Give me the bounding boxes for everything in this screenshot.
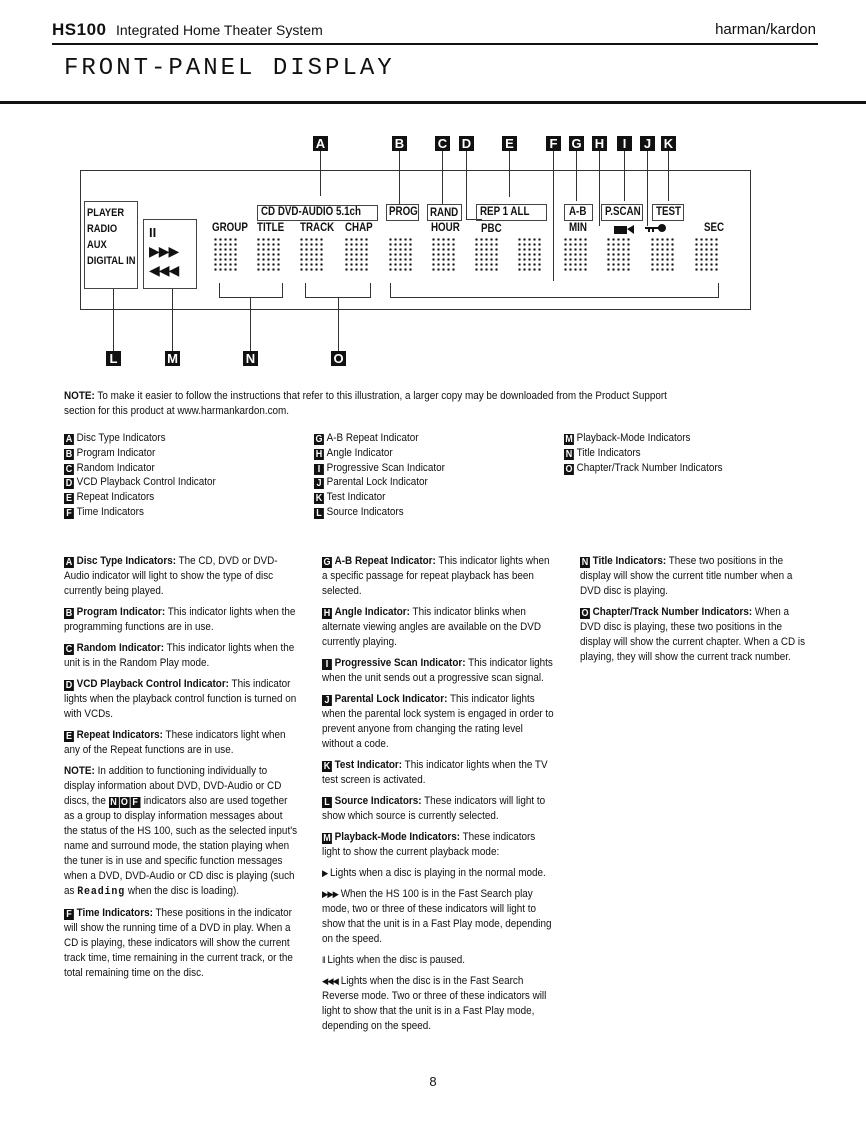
desc-title: Source Indicators: (334, 795, 422, 807)
note2-key-badge: F (130, 797, 140, 808)
desc-key: N (581, 557, 589, 568)
callout-i: I (617, 136, 632, 151)
ab-label: A-B (569, 206, 587, 218)
play-symbol: ▶▶▶ (149, 243, 179, 259)
illustration-note (64, 389, 694, 419)
desc-item (322, 830, 554, 860)
mode-symbol: ▶ (322, 868, 328, 878)
desc-title: Test Indicator: (334, 759, 403, 771)
legend-item (314, 505, 445, 520)
note2-text3: when the disc is loading). (127, 885, 240, 897)
legend-key: E (65, 493, 72, 505)
desc-item (580, 605, 810, 665)
note2-key-badges (109, 795, 141, 807)
note2-text1: In addition to functioning individually to display information about DVD, DVD-Audio or CD discs, the (64, 765, 282, 807)
callout-f: F (546, 136, 561, 151)
desc-title: Parental Lock Indicator: (334, 693, 448, 705)
page-number: 8 (429, 1074, 437, 1089)
callout-l: L (106, 351, 121, 366)
source-radio: RADIO (87, 223, 118, 235)
legend-key: H (315, 448, 323, 460)
model-name: HS100 (52, 20, 107, 39)
leader-line (172, 289, 173, 351)
desc-key: B (65, 608, 73, 619)
callout-a: A (313, 136, 328, 151)
hour-label: HOUR (431, 222, 460, 234)
desc-title: Progressive Scan Indicator: (334, 657, 466, 669)
leader-line (338, 297, 339, 351)
desc-text: This indicator lights when the unit is in the Random Play mode. (64, 642, 295, 669)
legend-item (564, 446, 723, 461)
bracket (305, 283, 306, 297)
legend-key: O (565, 463, 573, 475)
desc-title: Program Indicator: (76, 606, 166, 618)
title-rule (0, 101, 866, 104)
header-rule (52, 43, 818, 45)
legend-text: Test Indicator (326, 491, 386, 504)
title-label: TITLE (257, 222, 285, 234)
legend-text: Disc Type Indicators (76, 432, 166, 444)
legend-item (314, 461, 445, 476)
legend-key: J (314, 478, 324, 489)
min-label: MIN (569, 222, 587, 234)
note-text: To make it easier to follow the instructions that refer to this illustration, a larger copy may be downloaded from the Product Support section for this product at www.harmankardon.com. (64, 390, 667, 417)
desc-key: D (65, 680, 73, 691)
legend-item (64, 446, 216, 461)
callout-b: B (392, 136, 407, 151)
sec-label: SEC (704, 222, 725, 234)
desc-title: Repeat Indicators: (76, 729, 163, 741)
legend-text: Angle Indicator (326, 446, 393, 459)
digit-time-1 (474, 237, 500, 273)
legend-key: K (315, 493, 323, 505)
mode-text: Lights when a disc is playing in the normal mode. (330, 867, 546, 879)
desc-item (64, 677, 298, 722)
legend-text: Progressive Scan Indicator (326, 461, 445, 474)
digit-min-1 (563, 237, 589, 273)
note2-label: NOTE: (64, 765, 95, 777)
legend-text: Time Indicators (76, 505, 144, 518)
legend-text: A-B Repeat Indicator (326, 432, 419, 444)
desc-text-f: These positions in the indicator will show the running time of a DVD in play. When a CD is playing, these indicators will show the current track time, time remaining in the current track, or the total remaining time on the disc. (64, 907, 293, 979)
legend-column-1 (64, 431, 216, 520)
playback-mode-item (322, 974, 554, 1034)
desc-text: This indicator lights when the parental lock system is engaged in order to prevent anyone from changing the rating level without a code. (322, 693, 554, 750)
rep-label: REP 1 ALL (480, 206, 530, 218)
prog-label: PROG (389, 206, 418, 218)
desc-title: Playback-Mode Indicators: (334, 831, 461, 843)
mode-symbol: ▶▶▶ (322, 889, 338, 899)
desc-f (64, 906, 298, 981)
pscan-label: P.SCAN (605, 206, 641, 218)
desc-item (322, 554, 554, 599)
legend-key: F (64, 508, 74, 519)
callout-n: N (243, 351, 258, 366)
description-column-1 (64, 554, 298, 987)
desc-title: Chapter/Track Number Indicators: (592, 606, 753, 618)
brand-name: harman/kardon (715, 21, 816, 38)
legend-text: Parental Lock Indicator (326, 476, 428, 489)
digit-sec-1 (650, 237, 676, 273)
desc-key: G (323, 557, 331, 568)
track-label: TRACK (300, 222, 335, 234)
desc-item (64, 605, 298, 635)
callout-k: K (661, 136, 676, 151)
description-column-2 (322, 554, 554, 1040)
desc-key: E (65, 731, 72, 742)
legend-text: Repeat Indicators (76, 491, 155, 504)
key-icon (645, 223, 667, 233)
group-label: GROUP (212, 222, 248, 234)
desc-title: Random Indicator: (76, 642, 165, 654)
callout-m: M (165, 351, 180, 366)
callout-g: G (569, 136, 584, 151)
legend-key: N (565, 448, 573, 460)
digit-min-2 (606, 237, 632, 273)
legend-item (64, 505, 216, 520)
desc-text: When a DVD disc is playing, these two positions in the display will show the current chapter. When a CD is playing, they will show the current track number. (580, 606, 806, 663)
legend-text: VCD Playback Control Indicator (76, 476, 216, 489)
desc-key: K (323, 761, 331, 772)
digit-track-1 (299, 237, 325, 273)
desc-key: L (322, 797, 332, 808)
callout-c: C (435, 136, 450, 151)
desc-item (64, 728, 298, 758)
legend-item (564, 431, 723, 446)
legend-key: G (315, 434, 323, 445)
desc-text: These two positions in the display will show the current title number when a DVD disc is playing. (580, 555, 793, 597)
mode-text: Lights when the disc is paused. (327, 954, 466, 966)
digit-title-1 (256, 237, 282, 273)
desc-text: These indicators will light to show which source is currently selected. (322, 795, 546, 822)
test-label: TEST (656, 206, 681, 218)
rand-label: RAND (430, 207, 459, 219)
leader-line (113, 289, 114, 351)
source-digital-in: DIGITAL IN (87, 255, 136, 267)
legend-key: L (314, 508, 324, 519)
desc-title: Angle Indicator: (334, 606, 410, 618)
desc-key: C (65, 644, 73, 655)
desc-item (64, 641, 298, 671)
leader-line (250, 297, 251, 351)
legend-item (564, 461, 723, 476)
playback-mode-item (322, 887, 554, 947)
digit-hour-1 (388, 237, 414, 273)
desc-text: The CD, DVD or DVD-Audio indicator will light to show the type of disc currently being played. (64, 555, 278, 597)
desc-key: J (322, 695, 332, 706)
bracket (219, 297, 283, 298)
legend-item (314, 431, 445, 446)
digit-sec-2 (694, 237, 720, 273)
note-label: NOTE: (64, 390, 95, 402)
legend-key: I (314, 464, 324, 475)
note2-key-badge: O (120, 797, 128, 808)
legend-key: C (65, 463, 73, 475)
note2-key-badge: N (110, 797, 117, 808)
reverse-symbol: ◀◀◀ (149, 262, 179, 278)
desc-text: This indicator lights when the TV test screen is activated. (322, 759, 548, 786)
mode-symbol: II (322, 955, 325, 965)
desc-text: These indicators light to show the current playback mode: (322, 831, 536, 858)
legend-item (64, 490, 216, 505)
desc-text: This indicator lights when the programming functions are in use. (64, 606, 296, 633)
bracket (718, 283, 719, 297)
note2-reading: Reading (77, 886, 126, 898)
playback-mode-item (322, 866, 554, 881)
desc-item (322, 794, 554, 824)
desc-key: O (581, 608, 589, 619)
legend-text: Source Indicators (326, 505, 404, 518)
playback-mode-item (322, 953, 554, 968)
desc-item (322, 656, 554, 686)
digit-group-1 (213, 237, 239, 273)
mode-text: When the HS 100 is in the Fast Search play mode, two or three of these indicators will light to show that the unit is in a Fast Play mode, depending on the speed. (322, 888, 552, 945)
mode-symbol: ◀◀◀ (322, 976, 338, 986)
legend-column-2 (314, 431, 445, 520)
chap-label: CHAP (345, 222, 373, 234)
desc-title-f: Time Indicators: (76, 907, 153, 919)
legend-item (64, 475, 216, 490)
callout-o: O (331, 351, 346, 366)
legend-text: Title Indicators (576, 446, 641, 459)
description-column-3 (580, 554, 810, 671)
desc-title: Disc Type Indicators: (76, 555, 176, 567)
bracket (390, 297, 719, 298)
desc-key: M (323, 833, 331, 844)
legend-key: A (65, 434, 73, 445)
desc-key: H (323, 608, 331, 619)
desc-text: This indicator lights when the unit sends out a progressive scan signal. (322, 657, 553, 684)
digit-time-2 (517, 237, 543, 273)
desc-title: A-B Repeat Indicator: (334, 555, 436, 567)
note2-text2: indicators also are used together as a group to display information messages about the status of the HS 100, such as the selected input's name and surround mode, the station playing when the tuner is in use and specific function messages when a DVD, DVD-Audio or CD disc is playing (such as (64, 795, 298, 897)
pause-symbol: II (149, 225, 157, 240)
camera-icon (614, 224, 634, 234)
pbc-label: PBC (481, 223, 502, 235)
bracket (219, 283, 220, 297)
desc-item (580, 554, 810, 599)
bracket (282, 283, 283, 297)
callout-e: E (502, 136, 517, 151)
desc-text: These indicators light when any of the Repeat functions are in use. (64, 729, 286, 756)
desc-item (64, 554, 298, 599)
legend-item (314, 475, 445, 490)
callout-h: H (592, 136, 607, 151)
desc-item (322, 692, 554, 752)
digit-chap-1 (344, 237, 370, 273)
page-title: FRONT-PANEL DISPLAY (64, 55, 395, 82)
legend-key: M (565, 434, 573, 445)
mode-text: Lights when the disc is in the Fast Search Reverse mode. Two or three of these indicators will light to show that the unit is in a Fast Play mode, depending on the speed. (322, 975, 547, 1032)
callout-d: D (459, 136, 474, 151)
legend-key: B (65, 448, 73, 460)
legend-text: Random Indicator (76, 461, 155, 474)
desc-text: This indicator blinks when alternate viewing angles are available on the DVD currently playing. (322, 606, 542, 648)
desc-key: I (322, 659, 332, 670)
note2-paragraph (64, 764, 298, 900)
legend-item (64, 431, 216, 446)
desc-text: This indicator lights when a specific passage for repeat playback has been selected. (322, 555, 550, 597)
product-subtitle: Integrated Home Theater System (116, 22, 323, 38)
bracket (390, 283, 391, 297)
desc-text: This indicator lights when the playback control function is turned on with VCDs. (64, 678, 297, 720)
callout-j: J (640, 136, 655, 151)
digit-hour-2 (431, 237, 457, 273)
desc-key: A (65, 557, 73, 568)
legend-item (64, 461, 216, 476)
legend-key: D (65, 478, 73, 490)
legend-text: Playback-Mode Indicators (576, 432, 691, 444)
legend-column-3 (564, 431, 723, 475)
legend-item (314, 446, 445, 461)
desc-title: VCD Playback Control Indicator: (76, 678, 229, 690)
desc-title: Title Indicators: (592, 555, 667, 567)
source-player: PLAYER (87, 207, 125, 219)
source-aux: AUX (87, 239, 107, 251)
desc-item (322, 758, 554, 788)
legend-item (314, 490, 445, 505)
disc-type-label: CD DVD-AUDIO 5.1ch (261, 206, 361, 218)
desc-key-f: F (64, 909, 74, 920)
bracket (370, 283, 371, 297)
desc-item (322, 605, 554, 650)
legend-text: Chapter/Track Number Indicators (576, 461, 723, 474)
legend-text: Program Indicator (76, 446, 156, 459)
